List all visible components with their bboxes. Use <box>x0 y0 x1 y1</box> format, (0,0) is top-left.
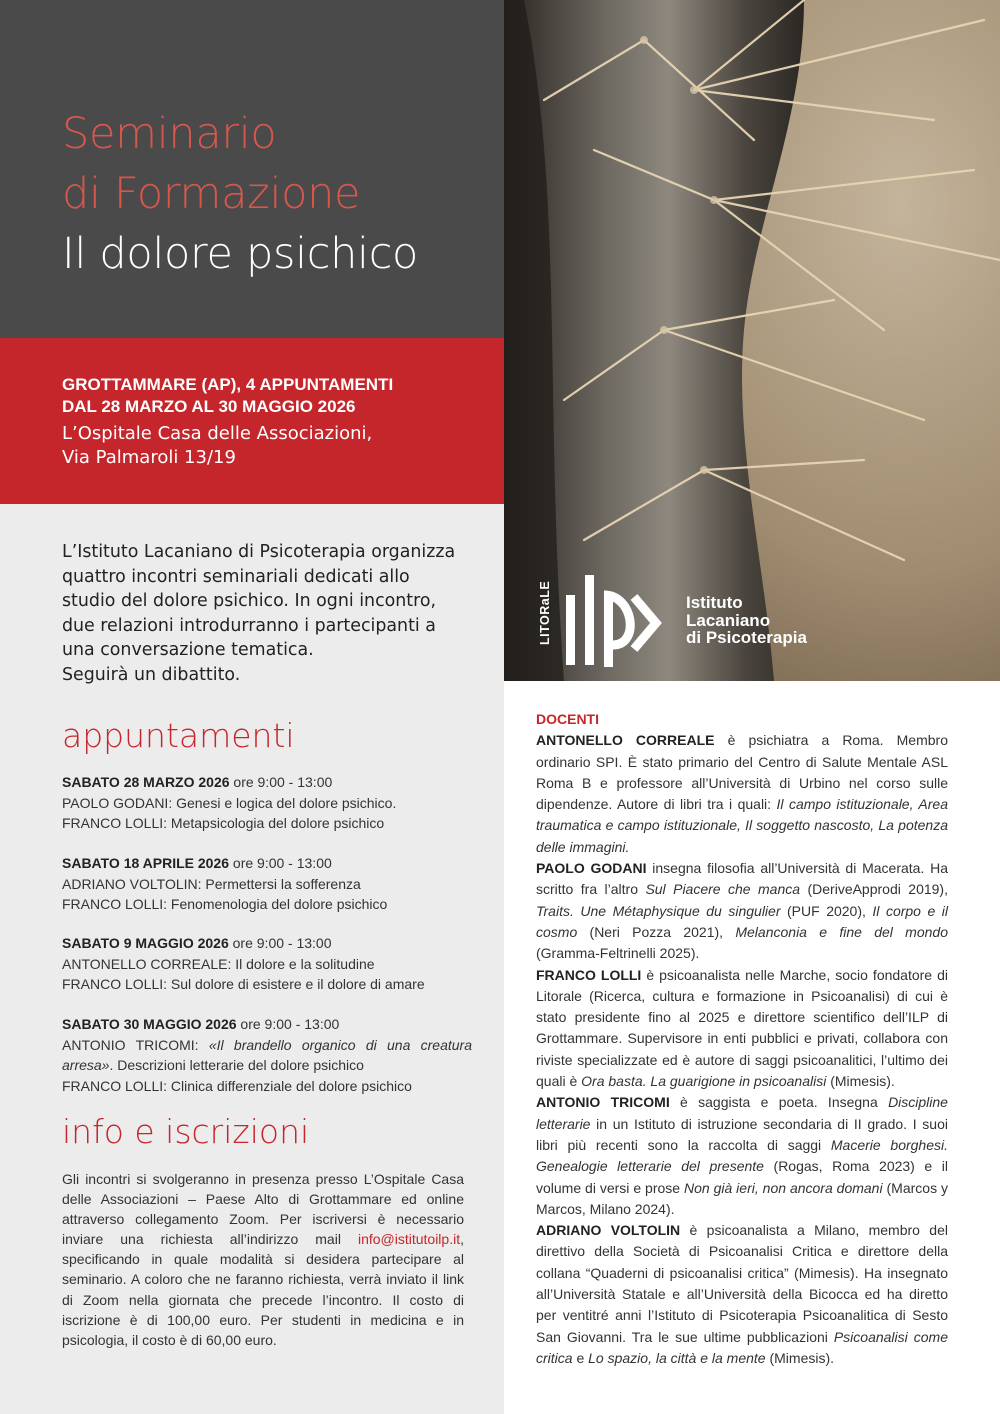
appt-time: ore 9:00 - 13:00 <box>228 935 332 951</box>
email-link[interactable]: info@istitutoilp.it <box>357 1231 461 1248</box>
appt-date: SABATO 30 MAGGIO 2026 <box>62 1016 237 1032</box>
appt-talk-1: ANTONIO TRICOMI: «Il brandello organico di una creatura arresa». Descrizioni letterarie del dolore psichico <box>62 1036 473 1073</box>
logo-line-2: Lacaniano <box>686 610 771 630</box>
docenti-heading: DOCENTI <box>536 711 599 727</box>
appt-time: ore 9:00 - 13:00 <box>229 855 332 871</box>
appt-date: SABATO 28 MARZO 2026 <box>62 774 230 790</box>
logo-line-1: Istituto <box>686 593 743 612</box>
event-line-2: DAL 28 MARZO AL 30 MAGGIO 2026 <box>62 397 356 416</box>
ilp-name <box>686 594 807 647</box>
appt-date: SABATO 18 APRILE 2026 <box>62 855 230 871</box>
info-heading: info e iscrizioni <box>62 1112 310 1151</box>
bio-tricomi: ANTONIO TRICOMI è saggista e poeta. Insegna Discipline letterarie in un Istituto di istruzione secondaria di II grado. I suoi libri più recenti sono la raccolta di saggi Macerie borghesi. Genealogie letterarie del presente (Rogas, Roma 2023) e il volume di versi e prose Non già ieri, non ancora domani (Marcos y Marcos, Milano 2024). <box>536 1094 948 1217</box>
intro-paragraph <box>62 540 467 688</box>
ilp-mark-icon <box>564 575 664 667</box>
appointment-1 <box>62 772 472 834</box>
bio-godani: PAOLO GODANI insegna filosofia all’Università di Macerata. Ha scritto fra l’altro Sul Piacere che manca (DeriveApprodi 2019), Traits. Une Métaphysique du singulier (PUF 2020), Il corpo e il cosmo (Neri Pozza 2021), Melanconia e fine del mondo (Gramma-Feltrinelli 2025). <box>536 860 949 962</box>
logo-line-3: di Psicoterapia <box>686 628 807 647</box>
docenti-section <box>536 709 948 1369</box>
appt-talk-1: PAOLO GODANI: Genesi e logica del dolore psichico. <box>62 794 397 811</box>
bio-voltolin: ADRIANO VOLTOLIN è psicoanalista a Milano, membro del direttivo della Società di Psicoanalisi Critica e direttore della collana “Quaderni di psicoanalisi critica” (Mimesis). Ha insegnato all’Università Statale e all’Università della Bicocca ed ha diretto per ventitré anni l’Istituto di Psicoterapia Psicoanalitica di Sesto San Giovanni. Tra le sue ultime pubblicazioni Psicoanalisi come critica e Lo spazio, la città e la mente (Mimesis). <box>536 1222 948 1366</box>
event-info-band <box>0 338 504 504</box>
event-line-1: GROTTAMMARE (AP), 4 APPUNTAMENTI <box>62 375 394 394</box>
header-panel <box>0 0 504 338</box>
appointment-4 <box>62 1014 472 1096</box>
appointment-2 <box>62 853 472 915</box>
title-line-1: Seminario <box>62 109 277 159</box>
info-paragraph: Gli incontri si svolgeranno in presenza presso L’Ospitale Casa delle Associazioni – Paese Alto di Grottammare ed online attraverso collegamento Zoom. Per iscriversi è necessario inviare una richiesta all’indirizzo mail info@istitutoilp.it, specificando in quale modalità si desidera partecipare al seminario. A coloro che ne faranno richiesta, verrà inviato il link di Zoom nella giornata che precede l’incontro. Il costo di iscrizione è di 100,00 euro. Per studenti in medicina e in psicologia, il costo è di 60,00 euro. <box>62 1171 464 1348</box>
bio-correale: ANTONELLO CORREALE è psichiatra a Roma. Membro ordinario SPI. È stato primario del Centro di Salute Mentale ASL Roma B e professore all’Università di Urbino nel corso sulle dipendenze. Autore di libri tra i quali: Il campo istituzionale, Area traumatica e campo istituzionale, Il soggetto nascosto, La potenza delle immagini. <box>536 732 948 855</box>
appt-date: SABATO 9 MAGGIO 2026 <box>62 935 229 951</box>
venue-line-1: L’Ospitale Casa delle Associazioni, <box>62 423 373 444</box>
appt-talk-1: ADRIANO VOLTOLIN: Permettersi la sofferenza <box>62 875 361 892</box>
appt-time: ore 9:00 - 13:00 <box>236 1016 340 1032</box>
venue-line-2: Via Palmaroli 13/19 <box>62 447 236 468</box>
litorale-label: LITORaLE <box>538 580 552 645</box>
bio-lolli: FRANCO LOLLI è psicoanalista nelle Marche, socio fondatore di Litorale (Ricerca, cultura e formazione in Psicoanalisi) di cui è stato presidente fino al 2025 e direttore scientifico dell’ILP di Grottammare. Supervisore in enti pubblici e privati, collabora con riviste specializzate ed è autore di saggi psicoanalitici, l’ultimo dei quali è Ora basta. La guarigione in psicoanalisi (Mimesis). <box>536 966 948 1090</box>
appt-talk-2: FRANCO LOLLI: Sul dolore di esistere e il dolore di amare <box>62 976 425 992</box>
title-line-2: di Formazione <box>62 169 361 219</box>
appuntamenti-heading: appuntamenti <box>62 716 295 755</box>
intro-last: Seguirà un dibattito. <box>62 664 241 685</box>
appt-time: ore 9:00 - 13:00 <box>229 774 333 790</box>
appt-talk-2: FRANCO LOLLI: Fenomenologia del dolore psichico <box>62 896 388 912</box>
appt-talk-1: ANTONELLO CORREALE: Il dolore e la solitudine <box>62 955 375 972</box>
appt-talk-2: FRANCO LOLLI: Clinica differenziale del dolore psichico <box>62 1077 412 1094</box>
appt-talk-2: FRANCO LOLLI: Metapsicologia del dolore psichico <box>62 815 385 831</box>
intro-text: L’Istituto Lacaniano di Psicoterapia organizza quattro incontri seminariali dedicati allo studio del dolore psichico. In ogni incontro, due relazioni introdurranno i partecipanti a una conversazione tematica. <box>62 542 456 661</box>
title-line-3: Il dolore psichico <box>62 229 419 279</box>
appointment-3 <box>62 933 472 995</box>
